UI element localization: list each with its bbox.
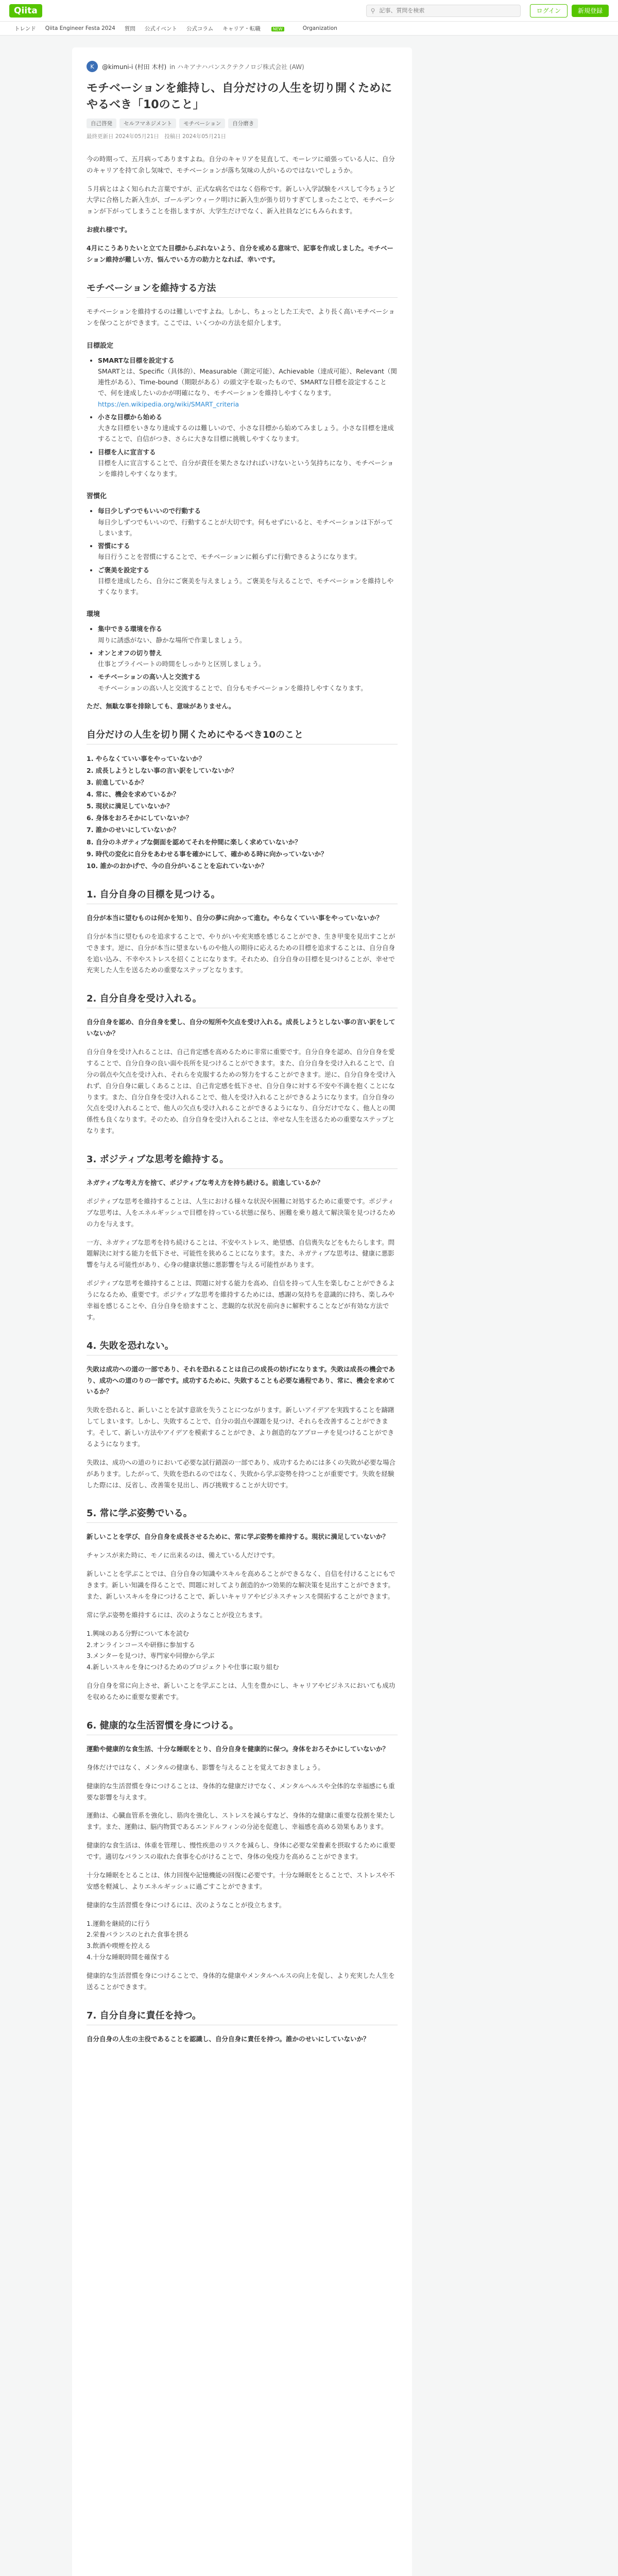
section-paragraph: 健康的な生活習慣を身につけることは、身体的な健康だけでなく、メンタルヘルスや全体的な幸福感にも重要な影響を与えます。: [87, 1782, 395, 1801]
author-organization[interactable]: in ハキアナハバンスクテクノロジ株式会社 (AW): [169, 63, 304, 71]
intro-paragraph: 今の時期って、五月病ってありますよね。自分のキャリアを見直して、モーレツに頑張っている人に、自分のキャリアを持て余し気味で、モチベーションが落ち気味の人がいるのではないでしょうか。: [87, 155, 395, 174]
health-tips-list: [87, 1918, 398, 1963]
article-title: モチベーションを維持し、自分だけの人生を切り開くためにやるべき「10のこと」: [87, 82, 392, 111]
section-heading-1: 1. 自分自身の目標を見つける。: [87, 887, 398, 904]
list-item: 7. 誰かのせいにしていないか？: [87, 826, 180, 834]
list-item: 4. 常に、機会を求めているか？: [87, 790, 180, 799]
list-item-body: モチベーションの高い人と交流することで、自分もモチベーションを維持しやすくなります。: [98, 684, 367, 692]
list-item: 2.栄養バランスのとれた食事を摂る: [87, 1930, 190, 1939]
environment-list: [87, 623, 398, 693]
signup-button[interactable]: 新規登録: [572, 5, 609, 17]
qiita-logo[interactable]: Qiita: [9, 4, 42, 18]
section-question: 失敗は成功への道の一部であり、それを恐れることは自己の成長の妨げになります。失敗は成長の機会であり、成功への道のりの一部です。成功するために、失敗することも必要な過程であり、常に、機会を求めているか？: [87, 1365, 396, 1396]
smart-criteria-link[interactable]: https://en.wikipedia.org/wiki/SMART_criteria: [98, 400, 239, 408]
list-item-title: • 習慣にする: [98, 542, 130, 550]
list-item: 9. 時代の変化に自分をあわせる事を確かにして、確かめる時に向かっていないか？: [87, 850, 328, 858]
nav-item-columns[interactable]: 公式コラム: [186, 25, 214, 32]
section-heading-3: 3. ポジティブな思考を維持する。: [87, 1152, 398, 1169]
section-heading-7: 7. 自分自身に責任を持つ。: [87, 2008, 398, 2025]
tag[interactable]: 自分磨き: [228, 118, 258, 128]
section-paragraph: 新しいことを学ぶことでは、自分自身の知識やスキルを高めることができるなく、自信を付けることにもできます。新しい知識を得ることで、問題に対してより創造的かつ効果的な解決策を見出すことができます。また、新しいスキルを身につけることで、新しいキャリアやビジネスチャンスを開拓することができます。: [87, 1570, 396, 1600]
section-heading-ten-things: 自分だけの人生を切り開くためにやるべき10のこと: [87, 727, 398, 744]
section-question: 自分が本当に望むものは何かを知り、自分の夢に向かって進む。やらなくていい事をやっていないか？: [87, 913, 383, 922]
section-heading-6: 6. 健康的な生活習慣を身につける。: [87, 1718, 398, 1735]
section-paragraph: 身体だけではなく、メンタルの健康も、影響を与えることを覚えておきましょう。: [87, 1763, 324, 1771]
new-badge: NEW: [271, 27, 284, 31]
list-item-body: 目標を人に宣言することで、自分が責任を果たさなければいけないという気持ちになり、モチベーションを維持しやすくなります。: [98, 459, 394, 478]
list-item-body: 目標を達成したら、自分にご褒美を与えましょう。ご褒美を与えることで、モチベーションを維持しやすくなります。: [98, 577, 394, 596]
list-item: 1. やらなくていい事をやっていないか？: [87, 754, 205, 762]
section-heading-4: 4. 失敗を恐れない。: [87, 1338, 398, 1355]
list-item: 1.興味のある分野について本を読む: [87, 1629, 190, 1637]
section-paragraph: 一方、ネガティブな思考を持ち続けることは、不安やストレス、絶望感、自信喪失などをもたらします。問題解決に対する能力を低下させ、可能性を狭めることになります。また、ネガティブな思考は、健康に悪影響を与える可能性があり、心身の健康状態に悪影響を与える可能性があります。: [87, 1238, 395, 1269]
sub-navigation: [0, 22, 618, 36]
list-item-body: 毎日少しずつでもいいので、行動することが大切です。何もせずにいると、モチベーションは下がってしまいます。: [98, 518, 393, 537]
goal-list: [87, 355, 398, 480]
section-paragraph: 失敗を恐れると、新しいことを試す意欲を失うことにつながります。新しいアイデアを実践することを躊躇してしまいます。しかし、失敗することで、自分の弱点や課題を見つけ、それらを改善することができます。そして、新しい方法やアイデアを模索することができ、より創造的なアプローチを見つけることができるようになります。: [87, 1406, 394, 1448]
list-item: 2.オンラインコースや研修に参加する: [87, 1640, 195, 1649]
top-bar: [0, 0, 618, 22]
section-paragraph: 健康的な生活習慣を身につけることで、身体的な健康やメンタルヘルスの向上を促し、より充実した人生を送ることができます。: [87, 1972, 395, 1991]
login-button[interactable]: ログイン: [530, 4, 568, 18]
list-item: 5. 現状に満足していないか？: [87, 802, 173, 810]
section-paragraph: 自分自身を受け入れることは、自己肯定感を高めるために非常に重要です。自分自身を認め、自分自身を愛することで、自分自身の良い面や長所を見つけることができます。また、自分自身を受け入れることで、自分の弱点や欠点を受け入れ、それらを克服するための努力をすることができます。逆に、自分自身を受け入れず、自分自身に厳しくあることは、自己肯定感を低下させ、自分自身に対する不安や不満を抱くことになります。また、自分自身を受け入れることで、他人を受け入れることができるようになります。自分自身の欠点を受け入れることで、他人の欠点も受け入れることができるようになり、自分だけでなく、他人との関係性も良くなります。そのため、自分自身を受け入れることは、幸せな人生を送るための重要なステップとなります。: [87, 1048, 396, 1135]
list-item-body: 仕事とプライベートの時間をしっかりと区別しましょう。: [98, 660, 265, 668]
nav-item-career-label: キャリア・転職: [222, 25, 261, 32]
list-item: 2. 成長しようとしない事の言い訳をしていないか？: [87, 766, 237, 774]
list-item: [98, 648, 398, 670]
tag[interactable]: セルフマネジメント: [119, 118, 176, 128]
subheading-goal: 目標設定: [87, 342, 114, 350]
list-item-title: • 毎日少しずつでもいいので行動する: [98, 507, 201, 515]
intro-paragraph: ５月病とはよく知られた言葉ですが、正式な病名ではなく俗称です。新しい入学試験をパスして今ちょうど大学に合格した新入生が、ゴールデンウィーク明けに新入生が張り切りすぎてしまったことで、モチベーションが下がってしまうことを指しますが、大学生だけでなく、新入社員などにもみられます。: [87, 184, 396, 215]
intro-greeting: お疲れ様です。: [87, 226, 131, 234]
section-heading-5: 5. 常に学ぶ姿勢でいる。: [87, 1506, 398, 1523]
section-heading-2: 2. 自分自身を受け入れる。: [87, 991, 398, 1008]
learning-tips-list: [87, 1628, 398, 1673]
section-paragraph: 十分な睡眠をとることは、体力回復や記憶機能の回復に必要です。十分な睡眠をとることで、ストレスや不安感を軽減し、よりエネルギッシュに過ごすことができます。: [87, 1871, 395, 1890]
nav-item-questions[interactable]: 質問: [124, 25, 135, 32]
section-question: 自分自身を認め、自分自身を愛し、自分の短所や欠点を受け入れる。成長しようとしない事の言い訳をしていないか？: [87, 1018, 396, 1038]
tag[interactable]: 自己啓発: [87, 118, 116, 128]
nav-item-festa[interactable]: Qiita Engineer Festa 2024: [45, 25, 115, 31]
search-input[interactable]: [378, 7, 509, 14]
list-item: 1.運動を継続的に行う: [87, 1919, 151, 1927]
section-question: 自分自身の人生の主役であることを認識し、自分自身に責任を持つ。誰かのせいにしていないか？: [87, 2035, 370, 2043]
nav-item-trend[interactable]: トレンド: [14, 25, 36, 32]
section-paragraph: ポジティブな思考を維持することは、問題に対する能力を高め、自信を持って人生を楽しむことができるようになるため、重要です。ポジティブな思考を維持するためには、感謝の気持ちを意識的に持ち、楽しみや幸福を感じることや、自分自身を励ますこと、悲観的な状況を前向きに解釈することなどが有効な方法です。: [87, 1279, 395, 1321]
subheading-habit: 習慣化: [87, 493, 107, 501]
list-item: [98, 505, 398, 538]
article-card: [72, 47, 412, 2576]
list-item: 4.十分な睡眠時間を確保する: [87, 1953, 170, 1961]
list-item-title: • モチベーションの高い人と交流する: [98, 673, 201, 681]
environment-note: ただ、無駄な事を排除しても、意味がありません。: [87, 702, 235, 710]
list-item: [98, 412, 398, 445]
list-item-title: • 目標を人に宣言する: [98, 448, 156, 456]
section-paragraph: チャンスが来た時に、モノに出来るのは、備えている人だけです。: [87, 1551, 279, 1560]
list-item-title: • SMARTな目標を設定する: [98, 356, 175, 364]
list-item-title: • オンとオフの切り替え: [98, 649, 162, 657]
nav-item-events[interactable]: 公式イベント: [144, 25, 177, 32]
section-paragraph: 運動は、心臓血管系を強化し、筋肉を強化し、ストレスを減らすなど、身体的な健康に重要な役割を果たします。また、運動は、脳内物質であるエンドルフィンの分泌を促進し、幸福感を高める効果もあります。: [87, 1811, 396, 1831]
list-item-title: • 集中できる環境を作る: [98, 625, 163, 633]
list-item: [98, 623, 398, 646]
list-item: 3.飲酒や喫煙を控える: [87, 1942, 151, 1950]
section-question: 新しいことを学び、自分自身を成長させるために、常に学ぶ姿勢を維持する。現状に満足していないか？: [87, 1533, 389, 1541]
list-item: [98, 355, 398, 410]
section-question: ネガティブな考え方を捨て、ポジティブな考え方を持ち続ける。前進しているか？: [87, 1179, 324, 1187]
article-dates: 最終更新日 2024年05月21日 投稿日 2024年05月21日: [87, 133, 227, 140]
section-paragraph: 自分自身を常に向上させ、新しいことを学ぶことは、人生を豊かにし、キャリアやビジネスにおいても成功を収めるために重要な要素です。: [87, 1682, 396, 1701]
habit-list: [87, 505, 398, 597]
ten-things-list: [87, 753, 398, 872]
list-item: 10. 誰かのおかげで、今の自分がいることを忘れていないか？: [87, 861, 268, 870]
section-paragraph: 健康的な生活習慣を身につけるには、次のようなことが役立ちます。: [87, 1901, 286, 1909]
list-item: [98, 447, 398, 480]
search-box[interactable]: [366, 5, 521, 17]
avatar[interactable]: K: [87, 61, 98, 72]
intro-purpose: 4月にこうありたいと立てた目標からぶれないよう、自分を戒める意味で、記事を作成しました。モチベーション維持が難しい方、悩んでいる方の助力となれば、幸いです。: [87, 244, 393, 263]
tag-list: [87, 118, 398, 128]
nav-item-organization[interactable]: Organization: [302, 25, 337, 31]
author-row: [87, 61, 398, 72]
section-paragraph: 自分が本当に望むものを追求することで、やりがいや充実感を感じることができ、生き甲斐を見出すことができます。逆に、自分が本当に望まないものや他人の期待に応えるための目標を追求することは、自分自身を追い込み、不幸やストレスを招くことになります。それため、自分自身の目標を見つけることが、幸せで充実した人生を送るための重要なステップとなります。: [87, 932, 396, 974]
list-item-title: • 小さな目標から始める: [98, 413, 163, 421]
section-paragraph: 失敗は、成功への道のりにおいて必要な試行錯誤の一部であり、成功するためには多くの失敗が必要な場合があります。したがって、失敗を恐れるのではなく、失敗から学ぶ姿勢を持つことが重要です。失敗を経験した際には、反省し、改善策を見出し、再び挑戦することが大切です。: [87, 1458, 396, 1489]
list-item: 4.新しいスキルを身につけるためのプロジェクトや仕事に取り組む: [87, 1663, 279, 1671]
section-paragraph: ポジティブな思考を維持することは、人生における様々な状況や困難に対処するために重要です。ポジティブな思考は、人をエネルギッシュで目標を持っている状態に保ち、困難を乗り越えて解決策を見つけるための力を与えます。: [87, 1197, 396, 1228]
nav-item-career[interactable]: [222, 25, 293, 32]
list-item: 8. 自分のネガティブな側面を認めてそれを仲間に楽しく求めていないか？: [87, 838, 301, 846]
list-item: [98, 671, 398, 693]
list-item: [98, 565, 398, 598]
list-item-body: 大きな目標をいきなり達成するのは難しいので、小さな目標から始めてみましょう。小さな目標を達成することで、自信がつき、さらに大きな目標に挑戦しやすくなります。: [98, 424, 394, 443]
subheading-environment: 環境: [87, 611, 100, 619]
list-item: [98, 540, 398, 563]
search-icon: ⚲: [370, 7, 375, 14]
section-paragraph: 健康的な食生活は、体重を管理し、慢性疾患のリスクを減らし、身体に必要な栄養素を摂取するために重要です。適切なバランスの取れた食事を心がけることで、身体の免疫力を高めることができます。: [87, 1841, 396, 1861]
list-item: 3. 前進しているか？: [87, 778, 147, 786]
motivation-intro: モチベーションを維持するのは難しいですよね。しかし、ちょっとした工夫で、より長く高いモチベーションを保つことができます。ここでは、いくつかの方法を紹介します。: [87, 307, 395, 327]
author-name[interactable]: @kimuni-i (村田 木村): [102, 63, 167, 71]
list-item: 6. 身体をおろそかにしていないか？: [87, 814, 193, 822]
list-item: 3.メンターを見つけ、専門家や同僚から学ぶ: [87, 1652, 215, 1660]
list-item-title: • ご褒美を設定する: [98, 566, 150, 574]
section-question: 運動や健康的な食生活、十分な睡眠をとり、自分自身を健康的に保つ。身体をおろそかにしていないか？: [87, 1744, 389, 1753]
section-heading-motivation: モチベーションを維持する方法: [87, 281, 398, 298]
list-item-body: SMARTとは、Specific（具体的）、Measurable（測定可能）、Achievable（達成可能）、Relevant（関連性がある）、Time-bound（期限がある）の頭文字を取ったもので、SMARTな目標を設定することで、何を達成したいのかが明確になり、モチベーションを維持しやすくなります。: [98, 367, 397, 397]
list-item-body: 毎日行うことを習慣にすることで、モチベーションに頼らずに行動できるようになります。: [98, 553, 361, 561]
tag[interactable]: モチベーション: [179, 118, 225, 128]
section-paragraph: 常に学ぶ姿勢を維持するには、次のようなことが役立ちます。: [87, 1611, 267, 1619]
list-item-body: 周りに誘惑がない、静かな場所で作業しましょう。: [98, 636, 246, 644]
